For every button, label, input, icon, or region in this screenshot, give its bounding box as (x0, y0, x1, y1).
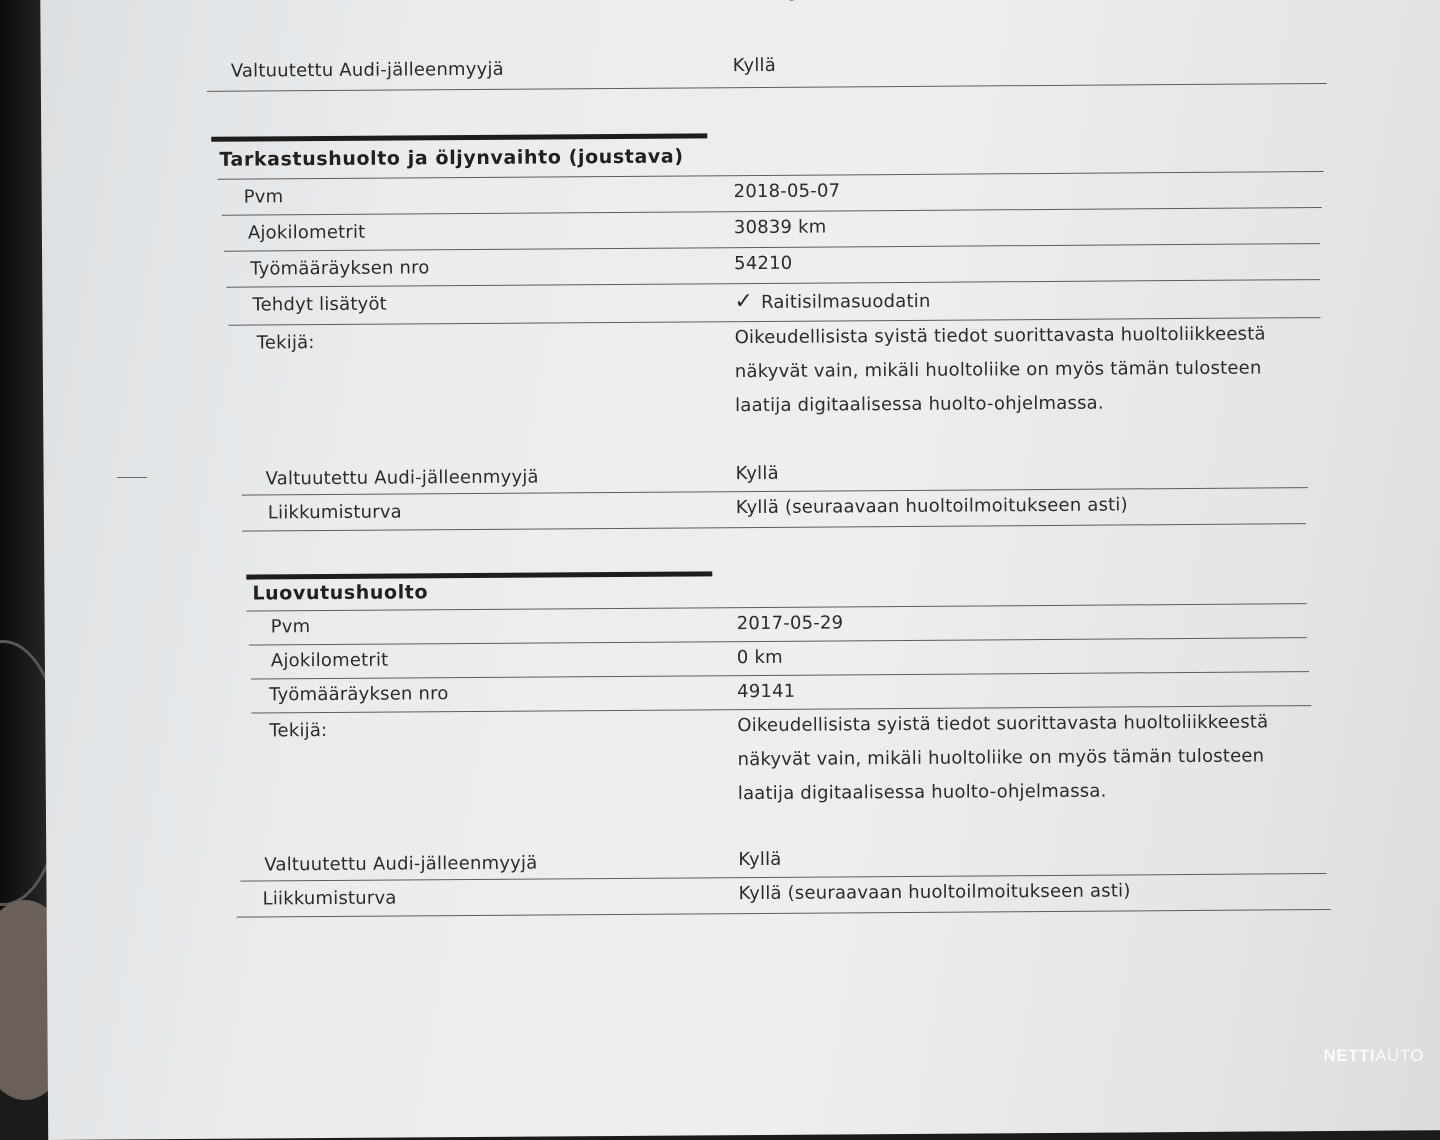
section1-order-value: 54210 (734, 252, 793, 275)
section2-date-label: Pvm (270, 616, 311, 638)
top-dealer-value: Kyllä (732, 54, 777, 77)
margin-mark (117, 477, 147, 478)
section1-extra-value: Raitisilmasuodatin (760, 290, 931, 313)
section2-order-value: 49141 (737, 680, 796, 703)
section2-mobility-label: Liikkumisturva (262, 887, 397, 910)
divider (222, 207, 1322, 216)
section1-date-label: Pvm (243, 186, 284, 208)
cut-off-text (40, 0, 1440, 10)
section1-order-label: Työmääräyksen nro (250, 257, 430, 280)
divider (224, 243, 1320, 252)
checkmark-icon: ✓ (734, 289, 754, 315)
divider (207, 83, 1327, 92)
section2-maker-label: Tekijä: (269, 720, 328, 742)
section2-dealer-value: Kyllä (738, 848, 782, 871)
divider (242, 523, 1306, 531)
section2-title-bar (246, 571, 712, 579)
section1-mobility-label: Liikkumisturva (267, 501, 402, 524)
section1-title-bar (211, 133, 707, 141)
section1-extra-value-wrap (734, 288, 930, 314)
section2-date-value: 2017-05-29 (736, 612, 844, 635)
divider (218, 171, 1324, 180)
divider (226, 279, 1320, 288)
divider (251, 671, 1309, 679)
section2-title: Luovutushuolto (252, 581, 429, 605)
nettiauto-watermark: NETTIAUTO (1323, 1046, 1424, 1065)
divider (247, 603, 1307, 611)
section1-date-value: 2018-05-07 (733, 180, 841, 203)
section2-maker-value: Oikeudellisista syistä tiedot suorittavasta huoltoliikkeestä näkyvät vain, mikäli huoltoliike on myös tämän tulosteen laatija digitaalisessa huolto-ohjelmassa. (737, 711, 1269, 805)
section2-mobility-value: Kyllä (seuraavaan huoltoilmoitukseen asti) (738, 880, 1131, 905)
service-record-paper (40, 0, 1440, 1140)
section2-order-label: Työmääräyksen nro (269, 683, 449, 706)
section1-maker-label: Tekijä: (256, 332, 315, 354)
section1-km-label: Ajokilometrit (247, 221, 366, 244)
section1-title: Tarkastushuolto ja öljynvaihto (joustava) (219, 145, 684, 171)
section2-km-label: Ajokilometrit (270, 649, 389, 672)
top-dealer-label: Valtuutettu Audi-jälleenmyyjä (230, 58, 504, 82)
divider (249, 637, 1307, 645)
section1-mobility-value: Kyllä (seuraavaan huoltoilmoitukseen asti) (735, 494, 1128, 519)
section2-km-value: 0 km (736, 646, 783, 669)
section1-extra-label: Tehdyt lisätyöt (252, 293, 387, 316)
section1-maker-value: Oikeudellisista syistä tiedot suorittavasta huoltoliikkeestä näkyvät vain, mikäli huoltoliike on myös tämän tulosteen laatija digitaalisessa huolto-ohjelmassa. (734, 323, 1266, 417)
section1-dealer-value: Kyllä (735, 462, 779, 485)
divider (237, 909, 1331, 918)
section2-dealer-label: Valtuutettu Audi-jälleenmyyjä (264, 852, 538, 876)
section1-km-value: 30839 km (733, 216, 827, 239)
section1-dealer-label: Valtuutettu Audi-jälleenmyyjä (265, 466, 539, 490)
